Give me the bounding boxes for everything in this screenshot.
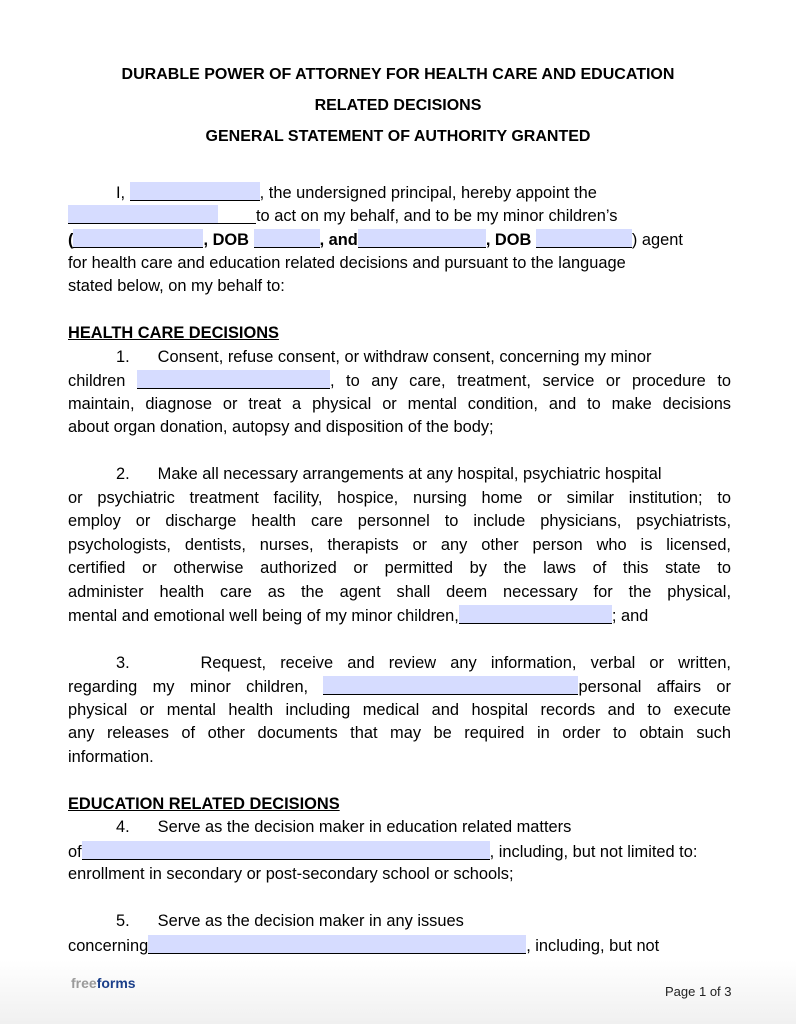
intro-text: to act on my behalf, and to be my minor children’s bbox=[256, 207, 618, 225]
child1-name-field[interactable] bbox=[73, 229, 203, 248]
dob-label: , DOB bbox=[203, 231, 249, 249]
item-text: , to any care, treatment, service or procedure to bbox=[329, 372, 731, 390]
item-text: , including, but not bbox=[526, 937, 660, 955]
item2-line-7 bbox=[68, 605, 648, 626]
item1-line-2 bbox=[68, 370, 731, 391]
item-text: personal affairs or bbox=[578, 678, 731, 696]
intro-text: I, bbox=[116, 184, 126, 202]
agent-name-field[interactable] bbox=[68, 205, 218, 224]
item5-issues-field[interactable] bbox=[148, 935, 526, 954]
item-number: 2. bbox=[116, 465, 130, 483]
item5-line-1 bbox=[116, 911, 464, 931]
item-text: Serve as the decision maker in any issues bbox=[157, 912, 464, 930]
item-text: mental and emotional well being of my minor children, bbox=[68, 607, 459, 625]
item1-line-4: about organ donation, autopsy and disposition of the body; bbox=[68, 418, 494, 436]
and-label: , and bbox=[319, 231, 358, 249]
item3-line-5: information. bbox=[68, 748, 154, 766]
item-number: 1. bbox=[116, 348, 130, 366]
intro-line-2 bbox=[68, 205, 617, 226]
item2-children-field[interactable] bbox=[459, 605, 612, 624]
item2-line-4: psychologists, dentists, nurses, therapists or any other person who is licensed, bbox=[68, 536, 731, 554]
item-text: , including, but not limited to: bbox=[489, 843, 698, 861]
item4-line-3: enrollment in secondary or post-secondary school or schools; bbox=[68, 865, 514, 883]
item3-line-1 bbox=[116, 653, 731, 673]
item-text: Serve as the decision maker in education related matters bbox=[157, 818, 572, 836]
item-text: Make all necessary arrangements at any hospital, psychiatric hospital bbox=[157, 465, 662, 483]
child2-name-field[interactable] bbox=[358, 229, 486, 248]
item1-line-3: maintain, diagnose or treat a physical or mental condition, and to make decisions bbox=[68, 395, 731, 413]
item3-line-4: any releases of other documents that may be required in order to obtain such bbox=[68, 724, 731, 742]
item2-line-3: employ or discharge health care personnel to include physicians, psychiatrists, bbox=[68, 512, 731, 530]
document-title-line-2: RELATED DECISIONS bbox=[314, 97, 482, 114]
item-number: 4. bbox=[116, 818, 130, 836]
item1-line-1 bbox=[116, 347, 651, 367]
item3-line-2 bbox=[68, 676, 731, 697]
child1-dob-field[interactable] bbox=[254, 229, 320, 248]
intro-line-1 bbox=[116, 182, 597, 203]
document-title-line-1: DURABLE POWER OF ATTORNEY FOR HEALTH CARE AND EDUCATION bbox=[121, 66, 675, 83]
page-number: Page 1 of 3 bbox=[665, 984, 732, 999]
dob-label: , DOB bbox=[485, 231, 532, 249]
logo-free-text: free bbox=[71, 975, 97, 991]
item4-matters-field[interactable] bbox=[82, 841, 490, 860]
item-text: Request, receive and review any information, verbal or written, bbox=[200, 654, 731, 672]
agent-label: ) agent bbox=[631, 231, 683, 249]
item-number: 3. bbox=[116, 654, 130, 672]
principal-name-field[interactable] bbox=[130, 182, 260, 201]
item3-line-3: physical or mental health including medical and hospital records and to execute bbox=[68, 701, 731, 719]
item4-line-1 bbox=[116, 817, 571, 837]
item1-children-field[interactable] bbox=[137, 370, 330, 389]
intro-line-3 bbox=[68, 229, 731, 250]
item5-line-2 bbox=[68, 935, 659, 956]
item-number: 5. bbox=[116, 912, 130, 930]
blank-underline bbox=[218, 206, 256, 224]
item-text: regarding my minor children, bbox=[68, 678, 309, 696]
health-care-heading: HEALTH CARE DECISIONS bbox=[68, 324, 279, 342]
item-text: children bbox=[68, 372, 126, 390]
item2-line-5: certified or otherwise authorized or permitted by the laws of this state to bbox=[68, 559, 731, 577]
item-text: ; and bbox=[611, 607, 649, 625]
freeforms-logo bbox=[71, 975, 136, 991]
item-text: of bbox=[68, 843, 82, 861]
intro-line-4: for health care and education related decisions and pursuant to the language bbox=[68, 254, 626, 272]
item-text: concerning bbox=[68, 937, 149, 955]
document-subtitle: GENERAL STATEMENT OF AUTHORITY GRANTED bbox=[205, 128, 591, 145]
paren-open: ( bbox=[68, 231, 74, 249]
intro-line-5: stated below, on my behalf to: bbox=[68, 277, 285, 295]
item2-line-1 bbox=[116, 464, 661, 484]
intro-text: , the undersigned principal, hereby appoint the bbox=[259, 184, 597, 202]
child2-dob-field[interactable] bbox=[536, 229, 632, 248]
item3-children-field[interactable] bbox=[323, 676, 578, 695]
logo-forms-text: forms bbox=[96, 975, 136, 991]
item4-line-2 bbox=[68, 841, 697, 862]
education-heading: EDUCATION RELATED DECISIONS bbox=[68, 795, 340, 813]
item2-line-6: administer health care as the agent shall deem necessary for the physical, bbox=[68, 583, 731, 601]
item-text: Consent, refuse consent, or withdraw consent, concerning my minor bbox=[157, 348, 652, 366]
item2-line-2: or psychiatric treatment facility, hospice, nursing home or similar institution; to bbox=[68, 489, 731, 507]
